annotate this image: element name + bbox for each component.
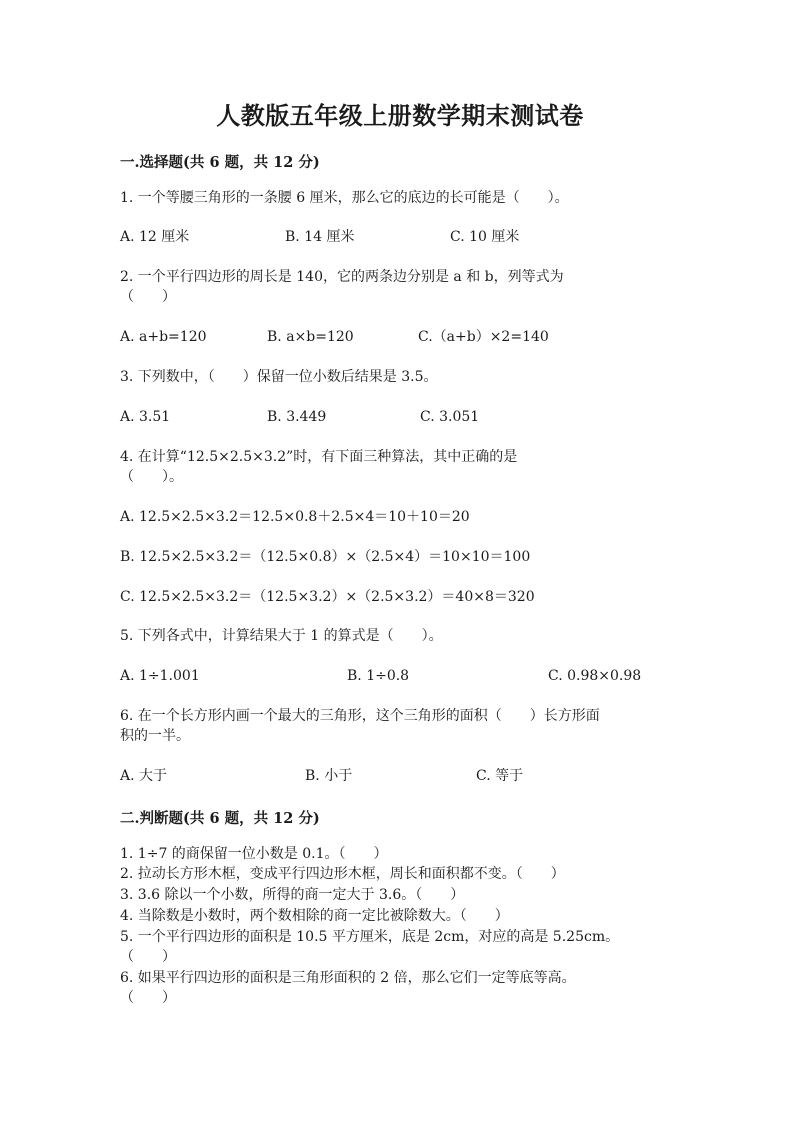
question-1-option-c: C. 10 厘米 (450, 229, 520, 245)
question-2-text: 2. 一个平行四边形的周长是 140，它的两条边分别是 a 和 b，列等式为 (120, 269, 564, 285)
question-2-text-cont: （ ） (120, 289, 176, 305)
question-1-option-a: A. 12 厘米 (120, 229, 190, 245)
judgement-3: 3. 3.6 除以一个小数，所得的商一定大于 3.6。（ ） (120, 887, 465, 903)
question-6-text-cont: 积的一半。 (120, 728, 190, 744)
judgement-6: 6. 如果平行四边形的面积是三角形面积的 2 倍，那么它们一定等底等高。 (120, 970, 576, 986)
question-5-option-b: B. 1÷0.8 (347, 668, 410, 684)
question-4-option-c: C. 12.5×2.5×3.2＝（12.5×3.2）×（2.5×3.2）＝40×8＝320 (120, 589, 535, 605)
question-6-option-a: A. 大于 (120, 768, 168, 784)
question-3-option-b: B. 3.449 (267, 409, 327, 425)
section-heading-judgement: 二.判断题(共 6 题，共 12 分) (120, 810, 320, 827)
question-3-option-c: C. 3.051 (420, 409, 480, 425)
question-3-text: 3. 下列数中，（ ）保留一位小数后结果是 3.5。 (120, 369, 438, 385)
judgement-5-cont: （ ） (120, 949, 176, 965)
question-6-option-b: B. 小于 (305, 768, 353, 784)
question-2-option-c: C.（a+b）×2=140 (418, 329, 549, 345)
question-5-option-c: C. 0.98×0.98 (548, 668, 642, 684)
question-3-option-a: A. 3.51 (120, 409, 171, 425)
section-heading-choice: 一.选择题(共 6 题，共 12 分) (120, 154, 320, 171)
question-6-option-c: C. 等于 (476, 768, 524, 784)
question-5-text: 5. 下列各式中，计算结果大于 1 的算式是（ ）。 (120, 628, 443, 644)
question-6-text: 6. 在一个长方形内画一个最大的三角形，这个三角形的面积（ ）长方形面 (120, 708, 600, 724)
judgement-1: 1. 1÷7 的商保留一位小数是 0.1。（ ） (120, 846, 388, 862)
question-4-text: 4. 在计算“12.5×2.5×3.2”时，有下面三种算法，其中正确的是 (120, 449, 518, 465)
question-1-option-b: B. 14 厘米 (285, 229, 355, 245)
judgement-6-cont: （ ） (120, 990, 176, 1006)
question-1-text: 1. 一个等腰三角形的一条腰 6 厘米，那么它的底边的长可能是（ ）。 (120, 190, 569, 206)
judgement-4: 4. 当除数是小数时，两个数相除的商一定比被除数大。（ ） (120, 908, 509, 924)
question-5-option-a: A. 1÷1.001 (120, 668, 200, 684)
exam-title: 人教版五年级上册数学期末测试卷 (216, 101, 584, 130)
question-2-option-a: A. a+b=120 (120, 329, 207, 345)
judgement-2: 2. 拉动长方形木框，变成平行四边形木框，周长和面积都不变。（ ） (120, 866, 565, 882)
question-2-option-b: B. a×b=120 (267, 329, 354, 345)
question-4-text-cont: （ ）。 (120, 469, 183, 485)
question-4-option-a: A. 12.5×2.5×3.2＝12.5×0.8＋2.5×4＝10＋10＝20 (120, 509, 470, 525)
question-4-option-b: B. 12.5×2.5×3.2＝（12.5×0.8）×（2.5×4）＝10×10＝100 (120, 549, 531, 565)
judgement-5: 5. 一个平行四边形的面积是 10.5 平方厘米，底是 2cm，对应的高是 5.25cm。 (120, 929, 620, 945)
